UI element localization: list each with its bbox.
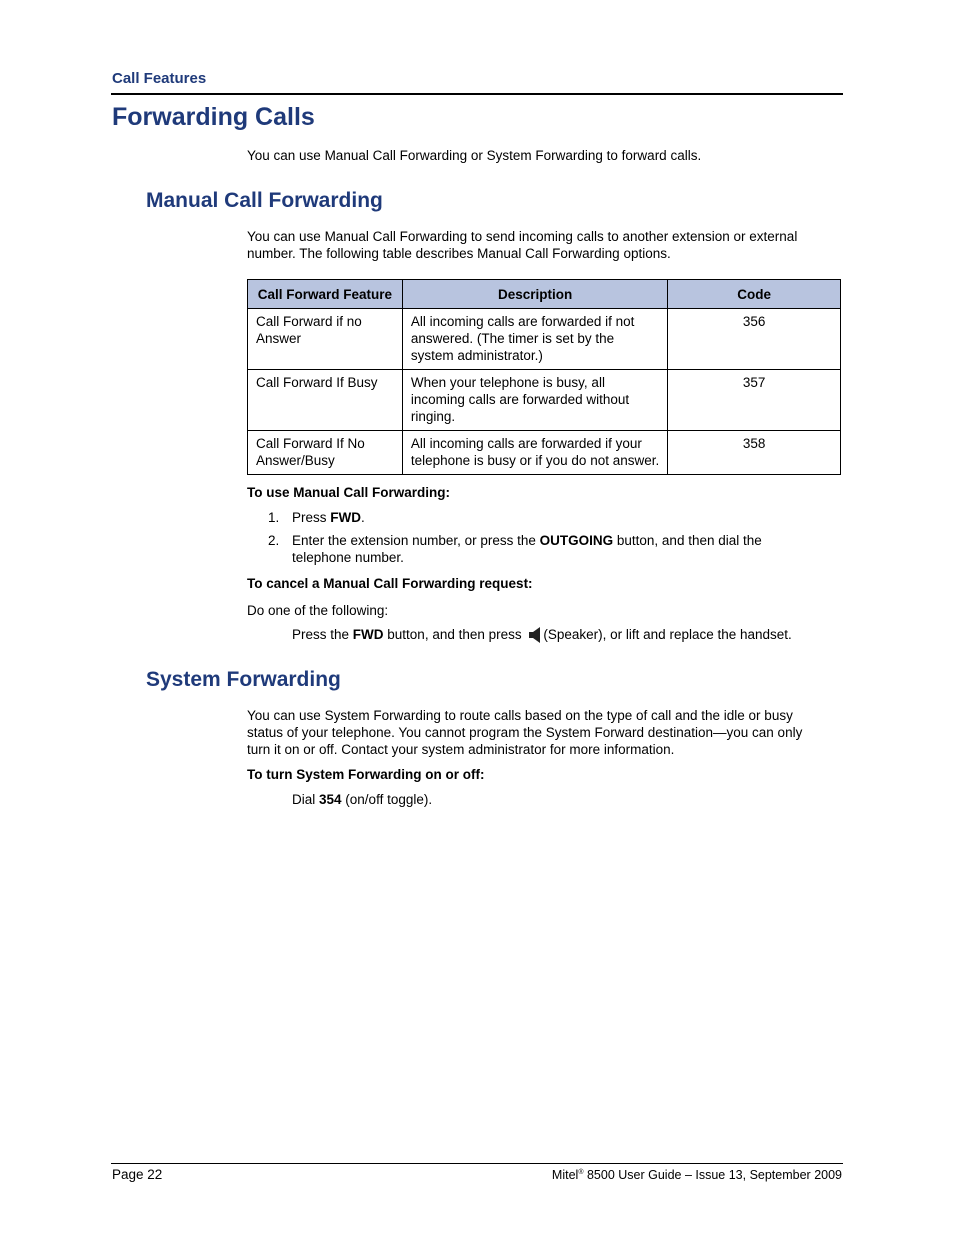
table-row — [248, 431, 841, 475]
feature-line: Call Forward If No — [256, 436, 365, 451]
step-text: Enter the extension number, or press the — [292, 533, 540, 548]
manual-para-line-1: You can use Manual Call Forwarding to send incoming calls to another extension or external — [247, 229, 798, 244]
description-line: incoming calls are forwarded without — [410, 392, 630, 407]
system-paragraph — [247, 707, 802, 758]
manual-paragraph — [247, 228, 797, 262]
step-text-continued: telephone number. — [292, 550, 404, 565]
forwarding-table — [247, 279, 841, 475]
use-procedure-heading: To use Manual Call Forwarding: — [247, 485, 451, 500]
fwd-key-label: FWD — [352, 627, 384, 642]
step-text: button, and then dial the — [613, 533, 762, 548]
step-number: 1. — [268, 510, 280, 525]
description-line: All incoming calls are forwarded if your — [410, 436, 642, 451]
col-header-feature: Call Forward Feature — [248, 280, 403, 309]
step-1 — [268, 509, 365, 526]
running-header: Call Features — [112, 70, 207, 87]
cancel-lead: Do one of the following: — [247, 603, 389, 618]
instruction-text: Press the — [292, 627, 353, 642]
step-number: 2. — [268, 533, 280, 548]
code-cell: 356 — [668, 309, 841, 370]
toggle-code: 354 — [319, 792, 342, 807]
instruction-text: Dial — [292, 792, 320, 807]
cancel-procedure-heading: To cancel a Manual Call Forwarding request: — [247, 576, 533, 591]
description-line: ringing. — [410, 409, 456, 424]
cancel-instruction — [292, 626, 792, 643]
feature-line: Answer/Busy — [256, 453, 335, 468]
col-header-description: Description — [402, 280, 668, 309]
code-cell: 357 — [668, 370, 841, 431]
header-rule — [111, 93, 843, 95]
description-cell — [402, 431, 668, 475]
feature-line: Answer — [256, 331, 302, 346]
system-para-line: turn it on or off. Contact your system administrator for more information. — [247, 742, 675, 757]
col-header-code: Code — [668, 280, 841, 309]
description-line: telephone is busy or if you do not answer. — [410, 453, 660, 468]
footer-rule — [111, 1163, 843, 1164]
instruction-text: (on/off toggle). — [341, 792, 433, 807]
feature-line: Call Forward If Busy — [256, 375, 378, 390]
description-line: All incoming calls are forwarded if not — [410, 314, 635, 329]
registered-mark: ® — [578, 1168, 584, 1176]
table-row — [248, 370, 841, 431]
outgoing-key-label: OUTGOING — [539, 533, 614, 548]
step-2 — [268, 532, 762, 566]
manual-para-line-2: number. The following table describes Manual Call Forwarding options. — [247, 246, 671, 261]
system-para-line: You can use System Forwarding to route calls based on the type of call and the idle or busy — [247, 708, 793, 723]
system-procedure-heading: To turn System Forwarding on or off: — [247, 767, 485, 782]
description-cell — [402, 309, 668, 370]
system-heading: System Forwarding — [146, 668, 341, 691]
brand-name: Mitel — [551, 1168, 579, 1182]
instruction-text: (Speaker), or lift and replace the handset. — [543, 627, 792, 642]
feature-line: Call Forward if no — [256, 314, 362, 329]
dial-instruction — [292, 791, 432, 808]
feature-cell — [248, 309, 403, 370]
code-cell: 358 — [668, 431, 841, 475]
manual-heading: Manual Call Forwarding — [146, 189, 383, 212]
page-title: Forwarding Calls — [112, 103, 315, 131]
document-info — [552, 1168, 842, 1182]
description-line: When your telephone is busy, all — [410, 375, 605, 390]
fwd-key-label: FWD — [330, 510, 362, 525]
description-cell — [402, 370, 668, 431]
step-text: . — [361, 510, 365, 525]
page-number: Page 22 — [112, 1167, 163, 1182]
speaker-icon — [529, 627, 541, 643]
intro-text: You can use Manual Call Forwarding or System Forwarding to forward calls. — [247, 148, 702, 163]
system-para-line: status of your telephone. You cannot program the System Forward destination—you can only — [247, 725, 803, 740]
feature-cell — [248, 431, 403, 475]
guide-title: 8500 User Guide – Issue 13, September 2009 — [583, 1168, 842, 1182]
description-line: system administrator.) — [410, 348, 543, 363]
table-row — [248, 309, 841, 370]
forwarding-table-wrapper — [247, 279, 841, 475]
description-line: answered. (The timer is set by the — [410, 331, 615, 346]
instruction-text: button, and then press — [383, 627, 526, 642]
feature-cell — [248, 370, 403, 431]
table-header-row — [248, 280, 841, 309]
step-text: Press — [292, 510, 331, 525]
